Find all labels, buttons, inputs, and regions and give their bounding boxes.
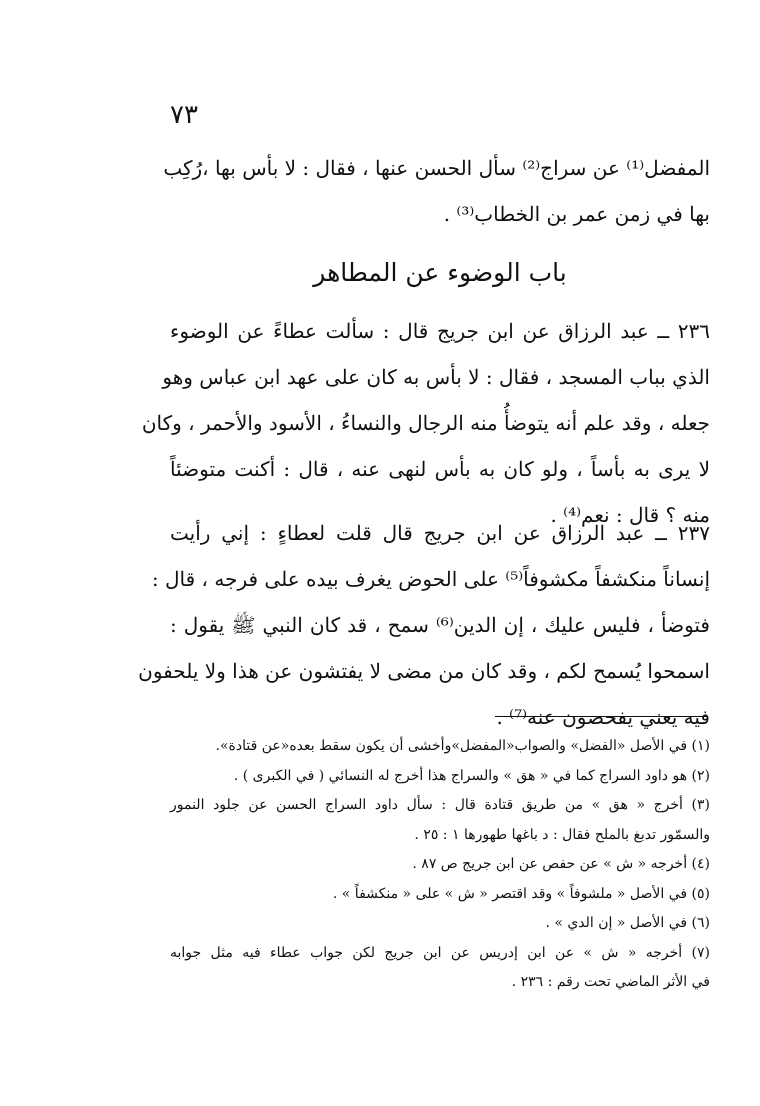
text-line: ٢٣٧ ــ عبد الرزاق عن ابن جريج قال قلت لعطاءٍ : إني رأيت: [170, 521, 710, 545]
text-line: اسمحوا يُسمح لكم ، وقد كان من مضى لا يفتشون عن هذا ولا يلحفون: [138, 659, 710, 683]
paragraph-236: [141, 308, 710, 538]
footnote-line: (٤) أخرجه « ش » عن حفص عن ابن جريج ص ٨٧ .: [412, 856, 710, 872]
section-heading: باب الوضوء عن المطاهر: [313, 258, 567, 287]
text-line: بها في زمن عمر بن الخطاب⁽³⁾ .: [443, 202, 710, 226]
text-line: فتوضأ ، فليس عليك ، إن الدين⁽⁶⁾ سمح ، قد كان النبي ﷺ يقول :: [170, 613, 710, 637]
page-number: ٧٣: [170, 100, 198, 130]
footnote-line: (١) في الأصل «الفضل» والصواب«المفضل»وأخشى أن يكون سقط بعده«عن قتادة».: [215, 738, 710, 754]
paragraph-237: [138, 510, 710, 740]
text-line: الذي بباب المسجد ، فقال : لا بأس به كان على عهد ابن عباس وهو: [162, 365, 710, 389]
text-line: إنساناً منكشفاً مكشوفاً⁽⁵⁾ على الحوض يغرف بيده على فرجه ، قال :: [151, 567, 710, 591]
text-line: جعله ، وقد علم أنه يتوضأُ منه الرجال والنساءُ ، الأسود والأحمر ، وكان: [141, 411, 710, 435]
text-line: المفضل⁽¹⁾ عن سراج⁽²⁾ سأل الحسن عنها ، فقال : لا بأس بها ،رُكِب: [163, 156, 710, 180]
text-line: فيه يعني يفحصون عنه⁽⁷⁾ .: [496, 705, 710, 729]
footnote-line: والسمّور تدبغ بالملح فقال : د باغها طهورها ١ : ٢٥ .: [414, 826, 710, 843]
footnote-line: (٢) هو داود السراج كما في « هق » والسراج هذا أخرج له النسائي ( في الكبرى ) .: [233, 767, 710, 784]
footnote-line: (٥) في الأصل « ملشوفاً » وقد اقتصر « ش » على « منكشفاً » .: [332, 885, 710, 902]
footnotes: [170, 732, 710, 998]
footnote-line: (٧) أخرجه « ش » عن ابن إدريس عن ابن جريج لكن جواب عطاء فيه مثل جوابه: [170, 944, 710, 961]
text-line: منه ؟ قال : نعم⁽⁴⁾ .: [550, 503, 710, 527]
footnote-line: في الأثر الماضي تحت رقم : ٢٣٦ .: [511, 974, 710, 990]
footnote-line: (٣) أخرج « هق » من طريق قتادة قال : سأل داود السراج الحسن عن جلود النمور: [170, 797, 710, 813]
intro-paragraph: [163, 145, 710, 237]
footnote-divider: [495, 716, 707, 717]
text-line: لا يرى به بأساً ، ولو كان به بأس لنهى عنه ، قال : أكنت متوضئاً: [170, 457, 710, 481]
text-line: ٢٣٦ ــ عبد الرزاق عن ابن جريج قال : سألت عطاءً عن الوضوء: [170, 319, 710, 343]
footnote-line: (٦) في الأصل « إن الدي » .: [545, 915, 710, 931]
